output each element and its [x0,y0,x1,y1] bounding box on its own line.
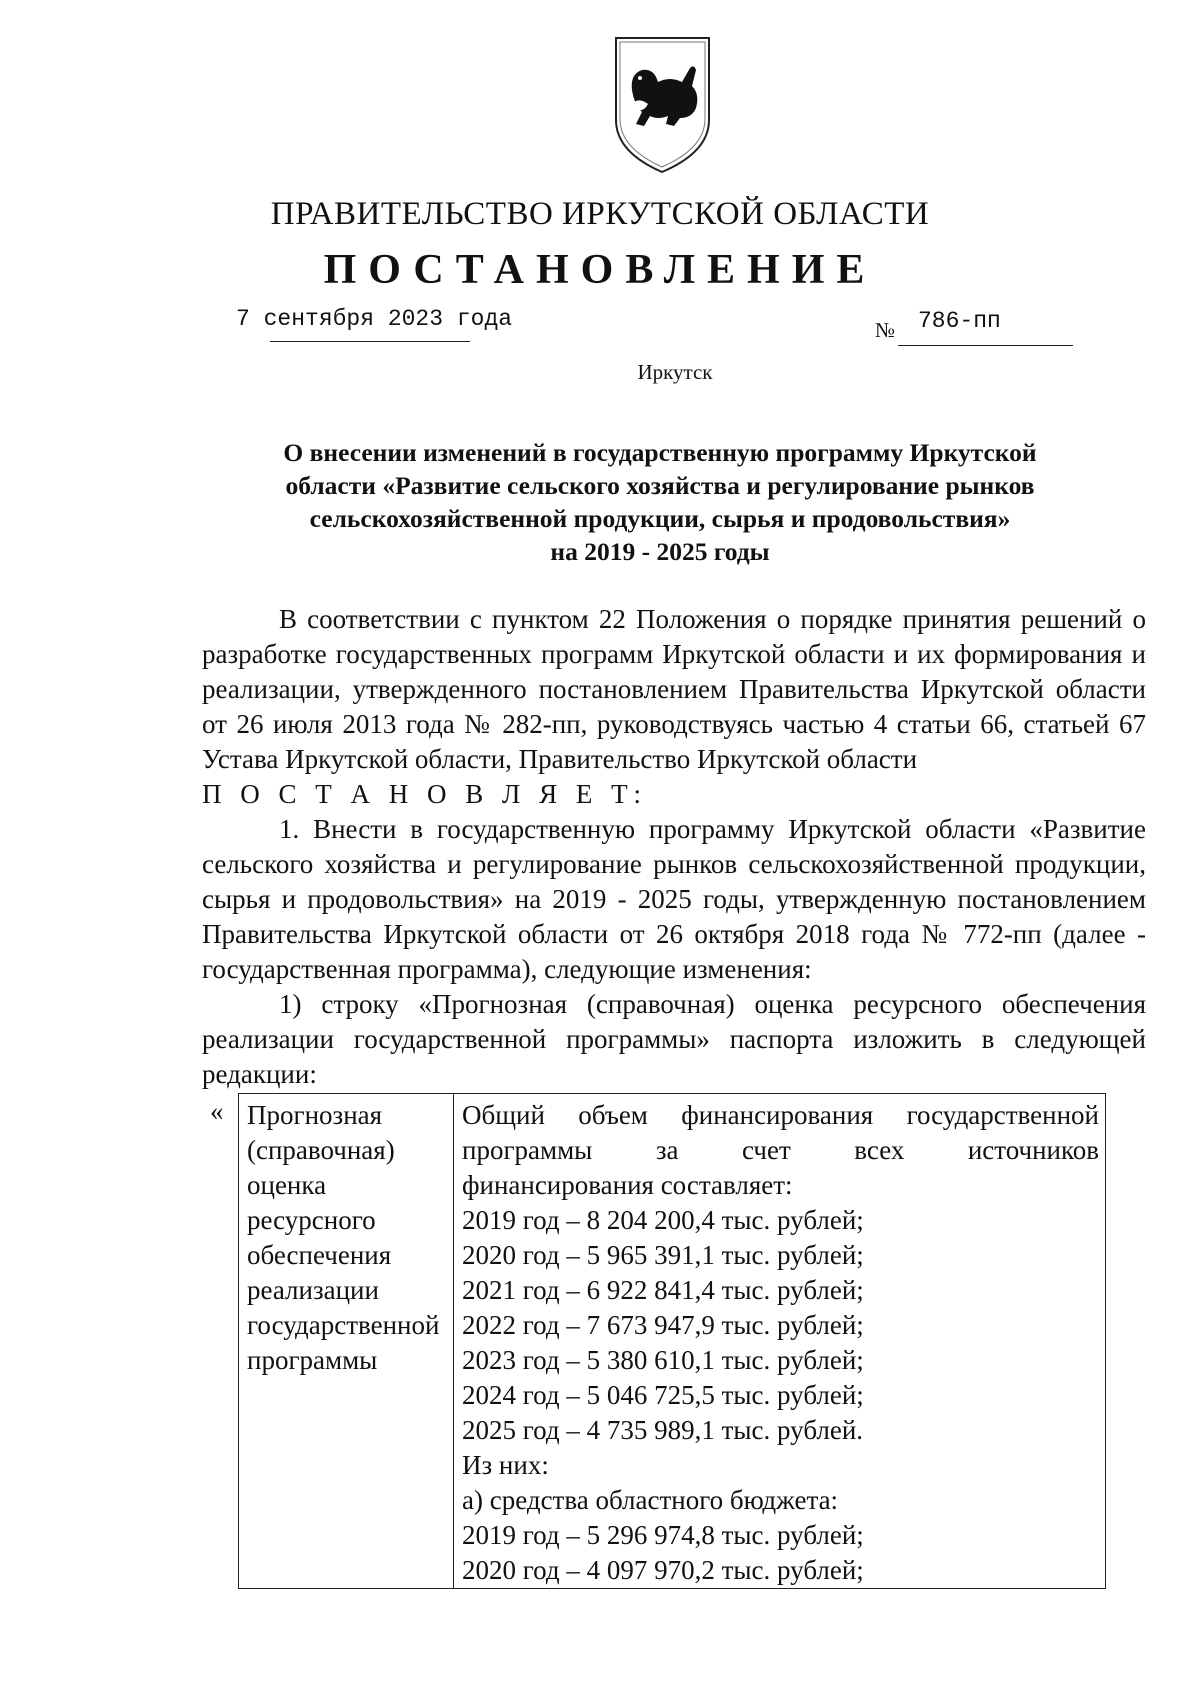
cell-line: 2019 год – 8 204 200,4 тыс. рублей; [462,1205,864,1235]
decree-body [202,602,1146,1092]
cell-line: Из них: [462,1450,549,1480]
subject-line: на 2019 - 2025 годы [550,537,770,566]
cell-line: программы за счет всех источников [462,1135,1099,1165]
cell-line: 2021 год – 6 922 841,4 тыс. рублей; [462,1275,864,1305]
cell-line: ресурсного [247,1205,376,1235]
city-name: Иркутск [637,360,713,384]
cell-line: 2025 год – 4 735 989,1 тыс. рублей. [462,1415,864,1445]
cell-line: 2024 год – 5 046 725,5 тыс. рублей; [462,1380,864,1410]
cell-line: 2019 год – 5 296 974,8 тыс. рублей; [462,1520,864,1550]
government-name: ПРАВИТЕЛЬСТВО ИРКУТСКОЙ ОБЛАСТИ [270,196,930,232]
cell-line: Прогнозная [247,1100,383,1130]
decree-date: 7 сентября 2023 года [236,306,513,332]
cell-line: (справочная) [247,1135,395,1165]
cell-line: программы [247,1345,378,1375]
cell-line: обеспечения [247,1240,392,1270]
item-1-paragraph: 1. Внести в государственную программу Иркутской области «Развитие сельского хозяйства и регулирование рынков сельскохозяйственной продукции, сырья и продовольствия» на 2019 - 2025 годы, утвержденную постановлением Правительства Иркутской области от 26 октября 2018 года № 772-пп (далее - государственная программа), следующие изменения: [202,814,1146,984]
table-cell-title [239,1094,454,1589]
cell-line: финансирования составляет: [462,1170,793,1200]
preamble-paragraph: В соответствии с пунктом 22 Положения о порядке принятия решений о разработке государственных программ Иркутской области и их формирования и реализации, утвержденного постановлением Правительства Иркутской области от 26 июля 2013 года № 282-пп, руководствуясь частью 4 статьи 66, статьей 67 Устава Иркутской области, Правительство Иркутской области [202,604,1146,774]
cell-line: 2022 год – 7 673 947,9 тыс. рублей; [462,1310,864,1340]
cell-line: 2023 год – 5 380 610,1 тыс. рублей; [462,1345,864,1375]
subject-line: О внесении изменений в государственную программу Иркутской [283,438,1037,467]
document-type-title: ПОСТАНОВЛЕНИЕ [323,247,877,293]
irkutsk-coat-of-arms-icon [610,32,715,177]
cell-line: Общий объем финансирования государственной [462,1100,1099,1130]
item-1-subitem-1-paragraph: 1) строку «Прогнозная (справочная) оценка ресурсного обеспечения реализации государственной программы» паспорта изложить в следующей редакции: [202,989,1146,1089]
cell-line: оценка [247,1170,327,1200]
cell-line: 2020 год – 5 965 391,1 тыс. рублей; [462,1240,864,1270]
resolves-heading: П О С Т А Н О В Л Я Е Т: [202,779,648,809]
table-cell-content [454,1094,1106,1589]
subject-line: сельскохозяйственной продукции, сырья и продовольствия» [309,504,1011,533]
open-quote: « [210,1096,224,1126]
cell-line: реализации [247,1275,379,1305]
cell-line: государственной [247,1310,440,1340]
date-underline [270,341,470,342]
passport-table [238,1093,1106,1589]
cell-line: 2020 год – 4 097 970,2 тыс. рублей; [462,1555,864,1585]
number-underline [898,345,1073,346]
number-sign: № [875,318,896,342]
decree-subject [230,436,1090,568]
decree-number: 786-пп [918,308,1001,334]
table-row [239,1094,1106,1589]
cell-line: а) средства областного бюджета: [462,1485,839,1515]
subject-line: области «Развитие сельского хозяйства и регулирование рынков [285,471,1035,500]
